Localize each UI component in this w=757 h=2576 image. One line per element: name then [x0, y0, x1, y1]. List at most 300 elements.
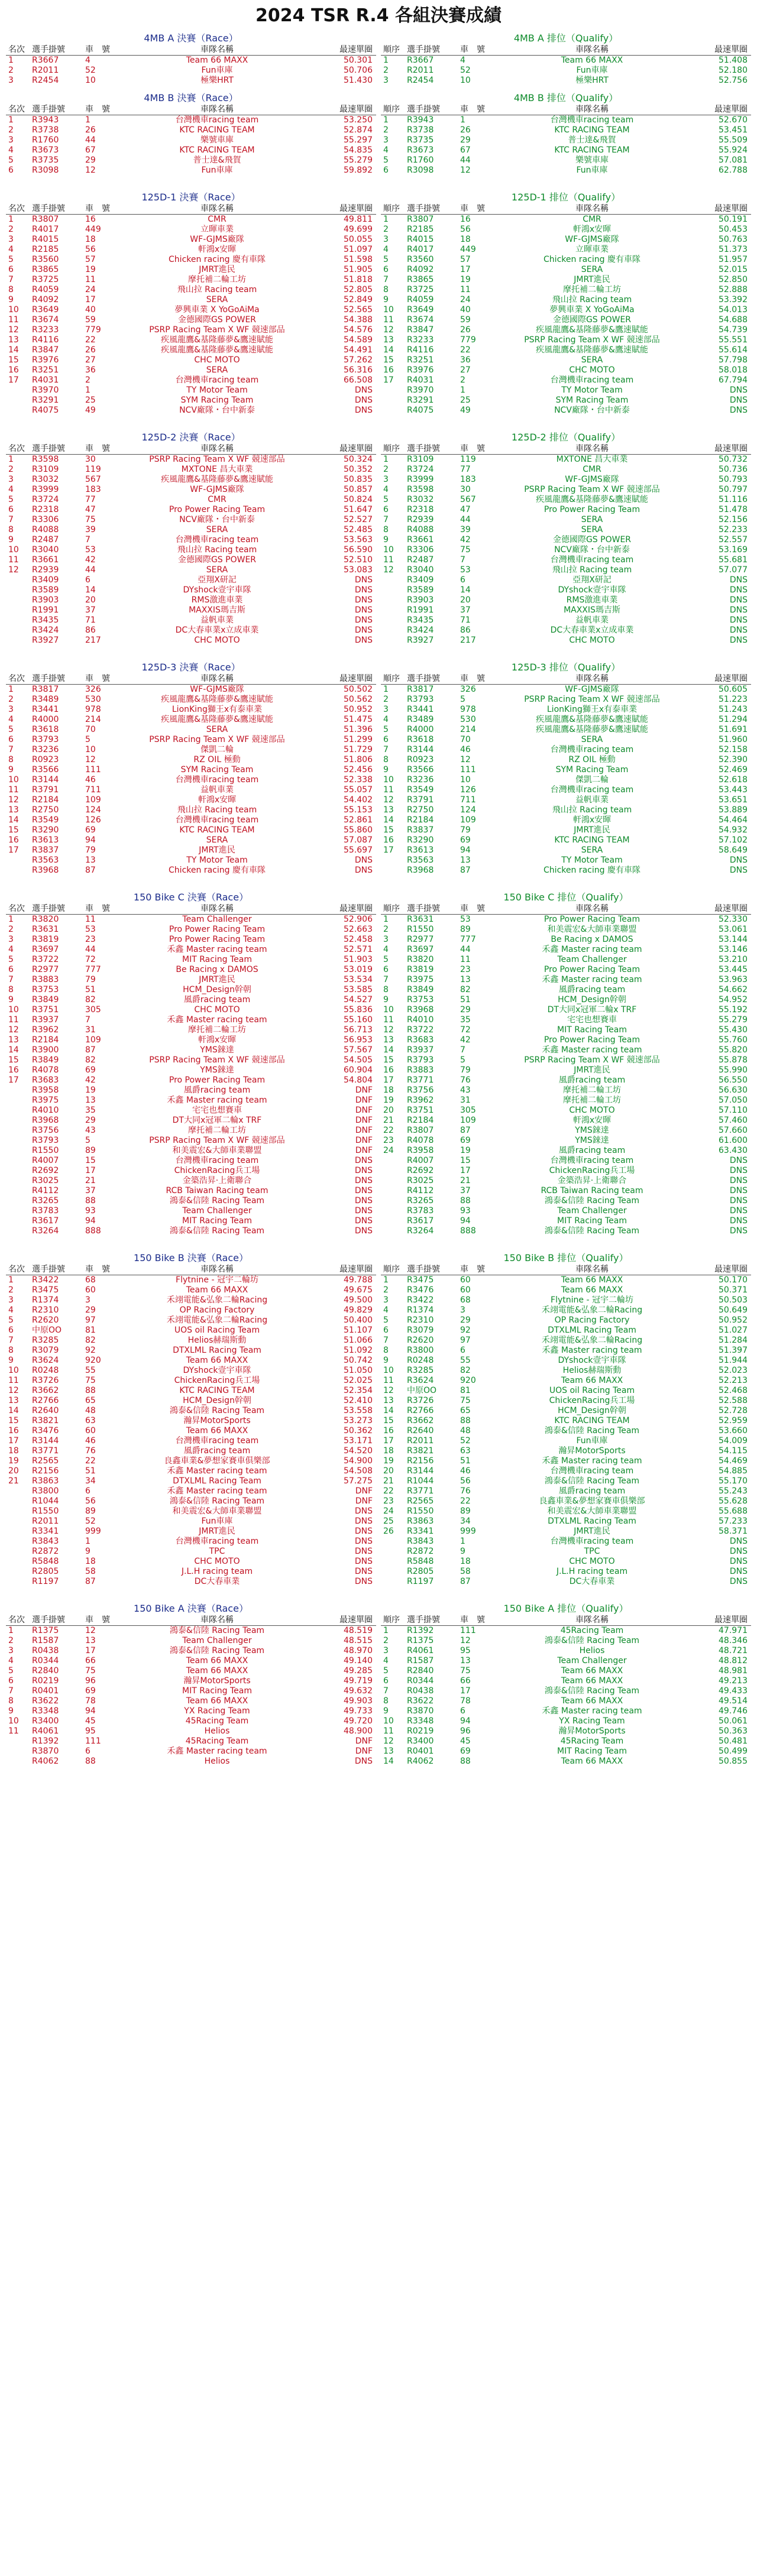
race-result-row-cell: 54.576	[344, 325, 373, 335]
qualify-result-row-cell: R0438	[407, 1686, 434, 1696]
qualify-result-row-cell: 中原OO	[407, 1386, 437, 1395]
race-result-row	[6, 1136, 376, 1146]
race-result-row-cell: 11	[85, 275, 96, 284]
race-header-row-cell: 車 號	[85, 204, 110, 213]
qualify-result-row-cell: 79	[460, 1065, 471, 1075]
race-result-row-cell: 6	[8, 735, 14, 744]
race-result-row-cell: 10	[85, 76, 96, 85]
race-result-row-cell: R4116	[32, 335, 59, 345]
qualify-result-row-cell	[381, 1567, 407, 1577]
qualify-result-row	[381, 1396, 751, 1406]
race-result-row-cell: NCV廠隊・台中新泰	[179, 406, 255, 415]
qualify-result-row-cell: R0923	[407, 755, 434, 764]
qualify-result-row-cell: HCM_Design幹朝	[558, 1406, 626, 1415]
qualify-result-row	[381, 1216, 751, 1226]
qualify-result-row-cell: 9	[383, 1706, 389, 1716]
race-result-row-cell: Helios	[204, 1757, 230, 1766]
qualify-result-row-cell: 86	[460, 626, 471, 635]
race-result-row-cell: 7	[85, 1015, 90, 1025]
qualify-result-row-cell: DNS	[729, 385, 748, 395]
qualify-result-row	[381, 975, 751, 985]
qualify-result-row-cell: 18	[383, 1086, 394, 1095]
race-result-row-cell: R2620	[32, 1315, 59, 1325]
qualify-result-row-cell: R3927	[407, 636, 434, 645]
qualify-result-row	[381, 145, 751, 155]
race-table-title: 150 Bike C 決賽（Race）	[133, 892, 249, 903]
race-result-row	[6, 1346, 376, 1356]
race-result-row-cell: DNS	[354, 385, 373, 395]
race-result-row-cell: 19	[8, 1456, 19, 1466]
qualify-result-row-cell: 59	[460, 315, 471, 325]
race-result-row-cell	[6, 396, 32, 406]
race-result-row	[6, 815, 376, 825]
qualify-result-row-cell: 禾鑫 Master racing team	[542, 1045, 642, 1055]
race-result-row	[6, 1706, 376, 1716]
race-header-row-cell: 選手掛號	[32, 904, 65, 913]
race-header-row-cell: 車隊名稱	[200, 1265, 234, 1274]
race-result-row-cell: 2	[85, 375, 90, 385]
race-result-row-cell: 25	[85, 396, 96, 405]
race-result-row-cell: 20	[8, 1466, 19, 1476]
race-header-row	[6, 204, 376, 215]
race-result-row-cell: 93	[85, 1206, 96, 1216]
race-result-row-cell: R3821	[32, 1416, 59, 1425]
race-result-row-cell: 良鑫車業&夢想家賽車俱樂部	[164, 1456, 270, 1466]
race-result-row-cell	[6, 1196, 32, 1206]
qualify-result-row-cell: 52.023	[719, 1366, 748, 1375]
qualify-result-row-cell: R2692	[407, 1166, 434, 1175]
race-result-row-cell: 摩托補二輪工坊	[188, 1126, 246, 1135]
race-result-row	[6, 866, 376, 876]
qualify-result-row-cell: 51.691	[719, 725, 748, 734]
qualify-result-row-cell: 53.392	[719, 295, 748, 304]
race-result-row-cell: 風爵racing team	[183, 995, 251, 1005]
race-result-row-cell	[6, 1216, 32, 1226]
qualify-result-row	[381, 115, 751, 125]
qualify-result-row-cell: Fun車庫	[576, 166, 608, 175]
qualify-header-row-cell: 最速單圈	[714, 45, 748, 54]
race-result-row-cell: R3735	[32, 155, 59, 165]
qualify-result-row-cell: 52.468	[719, 1386, 748, 1395]
qualify-result-row-cell: R2184	[407, 1116, 434, 1125]
race-result-row-cell: 77	[85, 495, 96, 504]
qualify-result-row-cell	[381, 1577, 407, 1587]
qualify-result-row	[381, 785, 751, 795]
race-result-row	[6, 495, 376, 505]
qualify-table-title: 125D-2 排位（Qualify）	[511, 432, 621, 443]
qualify-result-row-cell: 軒鴻x安暉	[572, 225, 612, 234]
race-result-row-cell: R2939	[32, 565, 59, 575]
qualify-result-row-cell: R3144	[407, 1466, 434, 1476]
race-result-row-cell: JMRT進民	[199, 265, 235, 274]
qualify-header-row-cell: 選手掛號	[407, 105, 440, 114]
race-result-row-cell: 53.250	[344, 115, 373, 125]
qualify-result-row-cell: 214	[460, 725, 476, 734]
qualify-result-row	[381, 1065, 751, 1075]
qualify-result-row-cell: DTXLML Racing Team	[548, 1517, 636, 1526]
race-result-row-cell: DNF	[355, 1146, 373, 1155]
qualify-result-row-cell: 4	[383, 1305, 389, 1315]
qualify-result-row-cell: 61.600	[719, 1136, 748, 1145]
race-header-row	[6, 105, 376, 115]
qualify-result-row-cell: 14	[383, 345, 394, 355]
race-result-row	[6, 355, 376, 365]
qualify-result-row-cell: R3233	[407, 335, 434, 345]
race-result-row-cell: 51.598	[344, 255, 373, 264]
race-result-row-cell: 宅宅也想賽車	[192, 1106, 242, 1115]
race-result-row-cell: 26	[85, 345, 96, 355]
qualify-result-row-cell: 風爵racing team	[558, 1075, 626, 1085]
qualify-result-row	[381, 275, 751, 285]
race-result-row-cell: 50.857	[344, 485, 373, 494]
qualify-result-row-cell: DNS	[729, 615, 748, 625]
qualify-result-row-cell: 台灣機車racing team	[550, 375, 634, 385]
qualify-result-row	[381, 455, 751, 465]
race-result-row-cell: R3793	[32, 1136, 59, 1145]
qualify-result-row-cell: Team 66 MAXX	[561, 1676, 623, 1686]
qualify-result-row-cell: 67	[460, 145, 471, 155]
qualify-result-row-cell: 48.981	[719, 1666, 748, 1676]
race-result-row-cell: 12	[85, 1626, 96, 1635]
qualify-result-row-cell: 15	[383, 1416, 394, 1425]
race-result-row-cell: 17	[85, 1646, 96, 1655]
race-result-row-cell: 54.804	[344, 1075, 373, 1085]
race-result-row-cell: 4	[85, 56, 90, 65]
race-result-row-cell: MIT Racing Team	[182, 955, 252, 964]
qualify-result-row-cell: Team 66 MAXX	[561, 56, 623, 65]
section-gap	[0, 876, 757, 891]
qualify-result-row	[381, 295, 751, 305]
qualify-result-row-cell: 6	[383, 166, 389, 175]
race-result-row-cell: ChickenRacing兵工場	[174, 1376, 260, 1385]
qualify-result-row-cell: TPC	[584, 1547, 600, 1556]
qualify-result-row-cell: R3837	[407, 825, 434, 835]
race-result-row-cell: 鴻泰&信陸 Racing Team	[169, 1196, 265, 1206]
race-result-row	[6, 825, 376, 835]
race-result-row-cell: 48.900	[344, 1726, 373, 1736]
race-result-row-cell: R3843	[32, 1537, 59, 1546]
qualify-result-row-cell: 35	[460, 1015, 471, 1025]
qualify-result-row	[381, 615, 751, 626]
race-result-row-cell: 44	[85, 135, 96, 145]
race-result-row	[6, 835, 376, 845]
qualify-result-row-cell: 89	[460, 925, 471, 934]
race-result-row	[6, 1065, 376, 1075]
race-result-row-cell	[6, 1486, 32, 1496]
qualify-result-row-cell: 67.794	[719, 375, 748, 385]
qualify-result-row-cell: 14	[383, 1406, 394, 1415]
qualify-result-row-cell: 39	[460, 525, 471, 534]
race-result-row	[6, 365, 376, 375]
race-result-row-cell: DNF	[355, 1496, 373, 1506]
race-result-row-cell: 31	[85, 1025, 96, 1035]
race-result-row-cell: 75	[85, 515, 96, 524]
qualify-result-row-cell: 24	[383, 1506, 394, 1516]
qualify-result-row-cell: 54.464	[719, 815, 748, 825]
race-result-row-cell: 5	[8, 255, 14, 264]
race-result-row-cell: 11	[8, 1726, 19, 1736]
qualify-result-row-cell: 51.027	[719, 1326, 748, 1335]
qualify-result-row-cell: 52	[460, 1436, 471, 1446]
race-result-row-cell: R3674	[32, 315, 59, 325]
race-result-row-cell: 50.562	[344, 695, 373, 704]
race-result-row-cell: 禾鑫 Master racing team	[167, 945, 267, 954]
qualify-result-row-cell: R3863	[407, 1517, 434, 1526]
qualify-result-row-cell: R3722	[407, 1025, 434, 1035]
qualify-result-row-cell: CHC MOTO	[569, 1106, 615, 1115]
race-header-row	[6, 45, 376, 56]
qualify-result-row-cell: R1550	[407, 925, 434, 934]
qualify-result-row-cell: 9	[383, 765, 389, 775]
qualify-result-row-cell: 普士達&飛賀	[568, 135, 616, 145]
qualify-result-row-cell: 87	[460, 866, 471, 875]
race-result-row-cell: R3837	[32, 845, 59, 855]
qualify-result-row	[381, 1015, 751, 1025]
race-result-row	[6, 965, 376, 975]
race-result-row-cell: 3	[8, 76, 14, 85]
qualify-result-row-cell: R3771	[407, 1486, 434, 1496]
qualify-result-row-cell: 和美震宏&大師車業聯盟	[547, 925, 637, 934]
race-result-row-cell: 11	[8, 1015, 19, 1025]
race-result-row-cell: 87	[85, 1045, 96, 1055]
race-result-row	[6, 1005, 376, 1015]
qualify-result-row-cell: Pro Power Racing Team	[544, 505, 640, 514]
race-result-row-cell: R4010	[32, 1106, 59, 1115]
race-result-row-cell: 4	[8, 245, 14, 254]
qualify-result-row-cell: 23	[460, 965, 471, 974]
race-result-row-cell: 87	[85, 1577, 96, 1586]
qualify-result-row-cell: 14	[383, 815, 394, 825]
qualify-result-row-cell: 8	[383, 1346, 389, 1355]
race-result-row-cell	[6, 1186, 32, 1196]
race-result-row-cell: 12	[8, 795, 19, 805]
race-result-row-cell: R2011	[32, 66, 59, 75]
qualify-result-row-cell: 57.077	[719, 565, 748, 575]
qualify-header-row-cell: 選手掛號	[407, 1615, 440, 1625]
race-result-row-cell: 14	[8, 1406, 19, 1415]
qualify-result-row-cell: 95	[460, 1646, 471, 1655]
race-result-row-cell: R5848	[32, 1557, 59, 1566]
section-gap	[0, 646, 757, 661]
race-result-row	[6, 76, 376, 86]
race-result-row-cell: CHC MOTO	[194, 355, 240, 365]
qualify-result-row-cell: 109	[460, 1116, 476, 1125]
race-result-row-cell: 66.508	[344, 375, 373, 385]
race-header-row-cell: 選手掛號	[32, 204, 65, 213]
qualify-result-row-cell: PSRP Racing Team X WF 競速部品	[524, 335, 660, 345]
race-result-row-cell: 21	[8, 1476, 19, 1486]
qualify-result-row-cell: R3976	[407, 365, 434, 375]
qualify-result-row-cell: 15	[383, 355, 394, 365]
race-header-row-cell: 名次	[8, 904, 25, 913]
qualify-result-row	[381, 335, 751, 345]
race-result-row	[6, 565, 376, 575]
qualify-result-row-cell: R4007	[407, 1156, 434, 1165]
race-result-row-cell: 55.836	[344, 1005, 373, 1015]
race-result-row-cell: R1392	[32, 1736, 59, 1746]
race-result-row-cell: 54.527	[344, 995, 373, 1005]
qualify-result-row-cell: 13	[460, 856, 471, 865]
qualify-result-row-cell: R1374	[407, 1305, 434, 1315]
qualify-result-row-cell: 94	[460, 1716, 471, 1726]
race-result-row-cell: 79	[85, 845, 96, 855]
race-result-row-cell	[6, 1096, 32, 1106]
race-result-row-cell: R2640	[32, 1406, 59, 1415]
race-result-row-cell: 43	[85, 1126, 96, 1135]
qualify-result-row-cell	[381, 615, 407, 626]
qualify-result-row-cell: R3144	[407, 745, 434, 754]
race-result-row-cell: Team 66 MAXX	[186, 1656, 248, 1666]
qualify-result-row-cell: 3	[383, 935, 389, 944]
qualify-result-row-cell: R3400	[407, 1736, 434, 1746]
race-result-row-cell: 978	[85, 705, 101, 714]
race-result-row-cell: 2	[8, 465, 14, 474]
race-result-row-cell: 21	[85, 1176, 96, 1185]
qualify-result-row	[381, 1527, 751, 1537]
race-result-row-cell: 5	[8, 155, 14, 165]
qualify-result-row	[381, 325, 751, 335]
qualify-result-row-cell: DNS	[729, 1166, 748, 1175]
qualify-result-row-cell: 51.397	[719, 1346, 748, 1355]
qualify-result-row-cell: 50.503	[719, 1295, 748, 1305]
race-result-row-cell: SERA	[206, 725, 228, 734]
qualify-result-row-cell: 69	[460, 1747, 471, 1756]
race-result-row-cell: DNF	[355, 1747, 373, 1756]
race-result-row	[6, 1416, 376, 1426]
qualify-result-row-cell: 台灣機車racing team	[550, 745, 634, 754]
qualify-result-row-cell: Team Challenger	[557, 955, 627, 964]
race-result-row-cell: R1374	[32, 1295, 59, 1305]
race-result-row-cell: R3793	[32, 735, 59, 744]
qualify-result-row-cell: R2184	[407, 815, 434, 825]
qualify-result-row-cell: 12	[383, 325, 394, 335]
race-result-row-cell: 51.806	[344, 755, 373, 764]
race-header-row-cell: 最速單圈	[339, 674, 373, 683]
qualify-result-row-cell: 8	[383, 285, 389, 294]
section-gap	[0, 1236, 757, 1252]
qualify-result-row	[381, 1416, 751, 1426]
qualify-result-row-cell: R3821	[407, 1446, 434, 1456]
race-result-row	[6, 1326, 376, 1336]
race-result-row-cell: 13	[8, 335, 19, 345]
race-result-row-cell: R0344	[32, 1656, 59, 1666]
qualify-result-row-cell: 禾翊電能&弘象二輪Racing	[541, 1305, 643, 1315]
race-result-row-cell: DNS	[354, 1506, 373, 1516]
qualify-result-row-cell: 49.514	[719, 1696, 748, 1706]
qualify-result-row	[381, 825, 751, 835]
qualify-result-row-cell: 75	[460, 545, 471, 555]
race-result-row-cell: 66	[85, 1656, 96, 1666]
qualify-result-row-cell: 台灣機車racing team	[550, 555, 634, 565]
race-result-row-cell: R3820	[32, 915, 59, 924]
qualify-result-row	[381, 1537, 751, 1547]
race-result-row	[6, 775, 376, 785]
qualify-result-row-cell: R1392	[407, 1626, 434, 1635]
race-result-row-cell: SERA	[206, 365, 228, 375]
qualify-result-row	[381, 1676, 751, 1686]
race-result-row-cell: 台灣機車racing team	[175, 1537, 259, 1546]
qualify-result-row	[381, 565, 751, 575]
race-result-row	[6, 1176, 376, 1186]
race-result-row-cell	[6, 605, 32, 615]
qualify-result-row	[381, 525, 751, 535]
race-result-row-cell: 50.301	[344, 56, 373, 65]
race-result-row-cell: 金築浩昇·上衛聯合	[182, 1176, 252, 1185]
race-result-row-cell: R2184	[32, 1035, 59, 1045]
race-result-row-cell: 8	[8, 1346, 14, 1355]
race-header-row-cell: 名次	[8, 1615, 25, 1625]
race-result-row-cell: 49.719	[344, 1676, 373, 1686]
race-result-row	[6, 925, 376, 935]
race-result-row-cell: R3291	[32, 396, 59, 405]
qualify-result-row	[381, 1055, 751, 1065]
qualify-result-row-cell: R3040	[407, 565, 434, 575]
qualify-result-row-cell: 風爵racing team	[558, 1146, 626, 1155]
race-result-row-cell: 10	[8, 1005, 19, 1015]
race-result-row-cell: 台灣機車racing team	[175, 375, 259, 385]
qualify-result-row	[381, 1366, 751, 1376]
qualify-result-row-cell: 26	[383, 1527, 394, 1536]
qualify-result-row-cell: R3793	[407, 1055, 434, 1065]
qualify-result-row-cell	[381, 595, 407, 605]
qualify-result-row-cell: 56	[460, 1476, 471, 1486]
qualify-result-row-cell: R3793	[407, 695, 434, 704]
qualify-result-row-cell: 4	[383, 245, 389, 254]
qualify-result-row-cell: 11	[383, 1015, 394, 1025]
race-result-row-cell: 57.567	[344, 1045, 373, 1055]
qualify-result-row-cell	[381, 396, 407, 406]
qualify-result-row-cell: 瀚昇MotorSports	[558, 1726, 626, 1736]
qualify-result-row	[381, 1646, 751, 1656]
race-result-row-cell: 44	[85, 945, 96, 954]
race-result-row-cell: DNS	[354, 1196, 373, 1206]
qualify-header-row-cell: 車 號	[460, 1615, 485, 1625]
race-result-row-cell: 217	[85, 636, 101, 645]
race-header-row-cell: 名次	[8, 444, 25, 453]
race-result-row-cell: 52.025	[344, 1376, 373, 1385]
race-result-row-cell: 22	[85, 1456, 96, 1466]
race-result-row-cell: R3849	[32, 995, 59, 1005]
qualify-result-row-cell: DNS	[729, 1537, 748, 1546]
race-result-row	[6, 235, 376, 245]
qualify-result-row	[381, 585, 751, 595]
race-result-row	[6, 406, 376, 416]
qualify-result-row-cell: 10	[460, 76, 471, 85]
race-result-row-cell: R3598	[32, 455, 59, 464]
qualify-result-row-cell	[381, 1206, 407, 1216]
race-result-row-cell	[6, 585, 32, 595]
qualify-result-row-cell: 63.430	[719, 1146, 748, 1155]
qualify-header-row-cell: 最速單圈	[714, 1615, 748, 1625]
race-result-row-cell: R1760	[32, 135, 59, 145]
race-result-row	[6, 1055, 376, 1065]
qualify-header-row-cell: 選手掛號	[407, 45, 440, 54]
qualify-result-row-cell: 55.820	[719, 1045, 748, 1055]
race-result-row	[6, 1676, 376, 1686]
race-result-row-cell: 55.297	[344, 135, 373, 145]
qualify-result-row-cell: 50.061	[719, 1716, 748, 1726]
race-result-row	[6, 1466, 376, 1476]
race-result-row-cell: R3943	[32, 115, 59, 125]
qualify-result-row-cell: 20	[383, 1106, 394, 1115]
race-result-row-cell: R3489	[32, 695, 59, 704]
qualify-result-row	[381, 1406, 751, 1416]
qualify-result-row-cell: 5	[383, 495, 389, 504]
race-result-row-cell: R4015	[32, 235, 59, 244]
qualify-result-row-cell: 50.453	[719, 225, 748, 234]
qualify-result-row-cell: 3	[383, 135, 389, 145]
race-result-row-cell: 94	[85, 835, 96, 845]
